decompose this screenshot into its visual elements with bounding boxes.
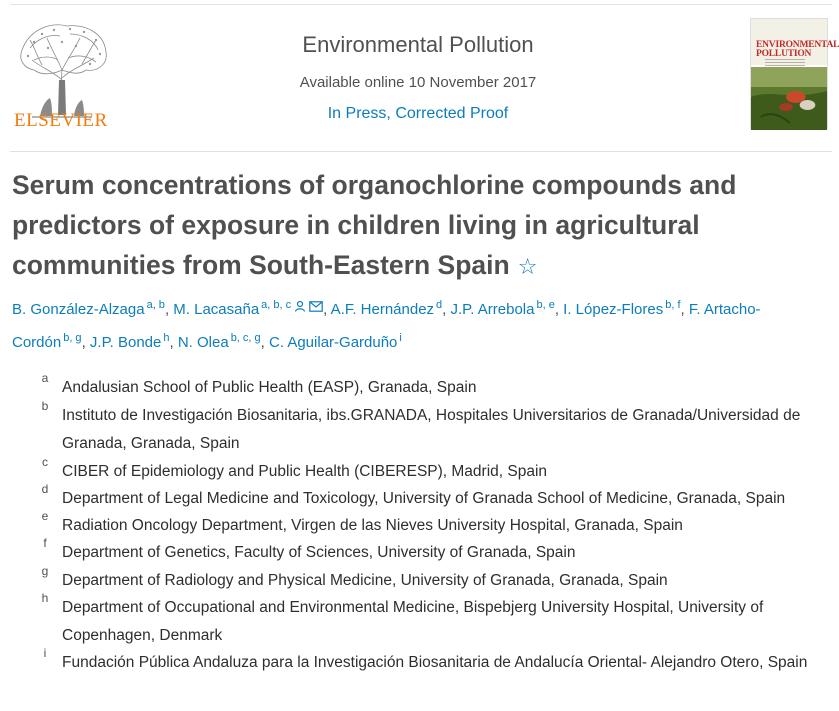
author-name: M. Lacasaña (173, 301, 260, 318)
status-link[interactable]: In Press, Corrected Proof (327, 105, 509, 122)
author-list (12, 291, 812, 357)
cover-title-line2: POLLUTION (756, 49, 812, 59)
author-separator: , (323, 301, 331, 318)
affiliation-label: g (41, 564, 49, 578)
author-separator: , (554, 301, 564, 318)
author-separator: , (81, 334, 90, 351)
affiliation-label: c (42, 455, 48, 469)
author-link[interactable] (269, 334, 402, 351)
affiliation-text: Instituto de Investigación Biosanitaria, ibs.GRANADA, Hospitales Universitarios de Granada/Universidad de Granada, Granada, Spain (62, 407, 801, 452)
affiliation-label: e (41, 509, 49, 523)
author-separator: , (442, 301, 451, 318)
affiliation-label: a (41, 371, 49, 385)
author-link[interactable] (563, 301, 680, 318)
author-name: J.P. Bonde (89, 334, 162, 351)
publisher-wordmark: ELSEVIER (14, 110, 108, 131)
author-name: I. López-Flores (563, 301, 664, 318)
affiliation-label: i (43, 646, 47, 660)
star-icon[interactable]: ☆ (517, 254, 538, 279)
author-separator: , (680, 301, 689, 318)
author-link[interactable] (173, 301, 291, 318)
affiliation-label: d (41, 482, 49, 496)
author-name: N. Olea (177, 334, 229, 351)
cover-image (751, 67, 827, 130)
journal-title[interactable]: Environmental Pollution (302, 32, 534, 57)
author-affiliation-refs[interactable]: d (436, 299, 443, 311)
available-online-date: Available online 10 November 2017 (299, 74, 537, 91)
article-header (0, 0, 838, 152)
author-affiliation-refs[interactable]: b, g (63, 332, 82, 344)
author-affiliation-refs[interactable]: a, b, c (261, 299, 292, 311)
affiliation-text: CIBER of Epidemiology and Public Health (CIBERESP), Madrid, Spain (62, 463, 548, 480)
author-name: C. Aguilar-Garduño (269, 334, 398, 351)
author-affiliation-refs[interactable]: a, b (146, 299, 165, 311)
affiliation-label: h (41, 591, 49, 605)
author-link[interactable] (451, 301, 555, 318)
affiliation-label: f (43, 536, 47, 550)
author-affiliation-refs[interactable]: b, f (665, 299, 681, 311)
header-divider (10, 151, 832, 152)
author-link[interactable] (12, 301, 165, 318)
author-name: F. Artacho-Cordón (12, 301, 761, 351)
author-affiliation-refs[interactable]: b, e (536, 299, 555, 311)
journal-cover-thumbnail[interactable] (750, 18, 839, 129)
author-name: A.F. Hernández (330, 301, 435, 318)
affiliation-label: b (41, 399, 49, 413)
affiliation-text: Radiation Oncology Department, Virgen de las Nieves University Hospital, Granada, Spain (62, 517, 683, 534)
affiliation-text: Department of Genetics, Faculty of Sciences, University of Granada, Spain (62, 544, 576, 561)
author-link[interactable] (90, 334, 170, 351)
author-link[interactable] (178, 334, 261, 351)
envelope-icon[interactable] (309, 301, 323, 312)
author-separator: , (169, 334, 178, 351)
affiliation-text: Fundación Pública Andaluza para la Investigación Biosanitaria de Andalucía Oriental- Alejandro Otero, Spain (62, 654, 808, 671)
author-affiliation-refs[interactable]: h (163, 332, 170, 344)
author-name: B. González-Alzaga (12, 301, 145, 318)
cover-title-line1: ENVIRONMENTAL (756, 40, 839, 50)
author-separator: , (260, 334, 269, 351)
affiliation-text: Department of Occupational and Environmental Medicine, Bispebjerg University Hospital, University of Copenhagen, Denmark (62, 599, 764, 644)
author-link[interactable] (331, 301, 443, 318)
affiliation-text: Department of Legal Medicine and Toxicology, University of Granada School of Medicine, Granada, Spain (62, 490, 786, 507)
person-icon[interactable] (294, 300, 306, 312)
affiliation-text: Department of Radiology and Physical Medicine, University of Granada, Granada, Spain (62, 572, 668, 589)
article-title (12, 165, 802, 287)
author-affiliation-refs[interactable]: b, c, g (230, 332, 261, 344)
author-separator: , (164, 301, 174, 318)
author-affiliation-refs[interactable]: i (399, 332, 402, 344)
affiliation-text: Andalusian School of Public Health (EASP), Granada, Spain (62, 379, 477, 396)
cover-title (756, 41, 839, 59)
author-name: J.P. Arrebola (450, 301, 535, 318)
article-title-text: Serum concentrations of organochlorine compounds and predictors of exposure in children living in agricultural communities from South-Eastern Spain (12, 170, 737, 280)
